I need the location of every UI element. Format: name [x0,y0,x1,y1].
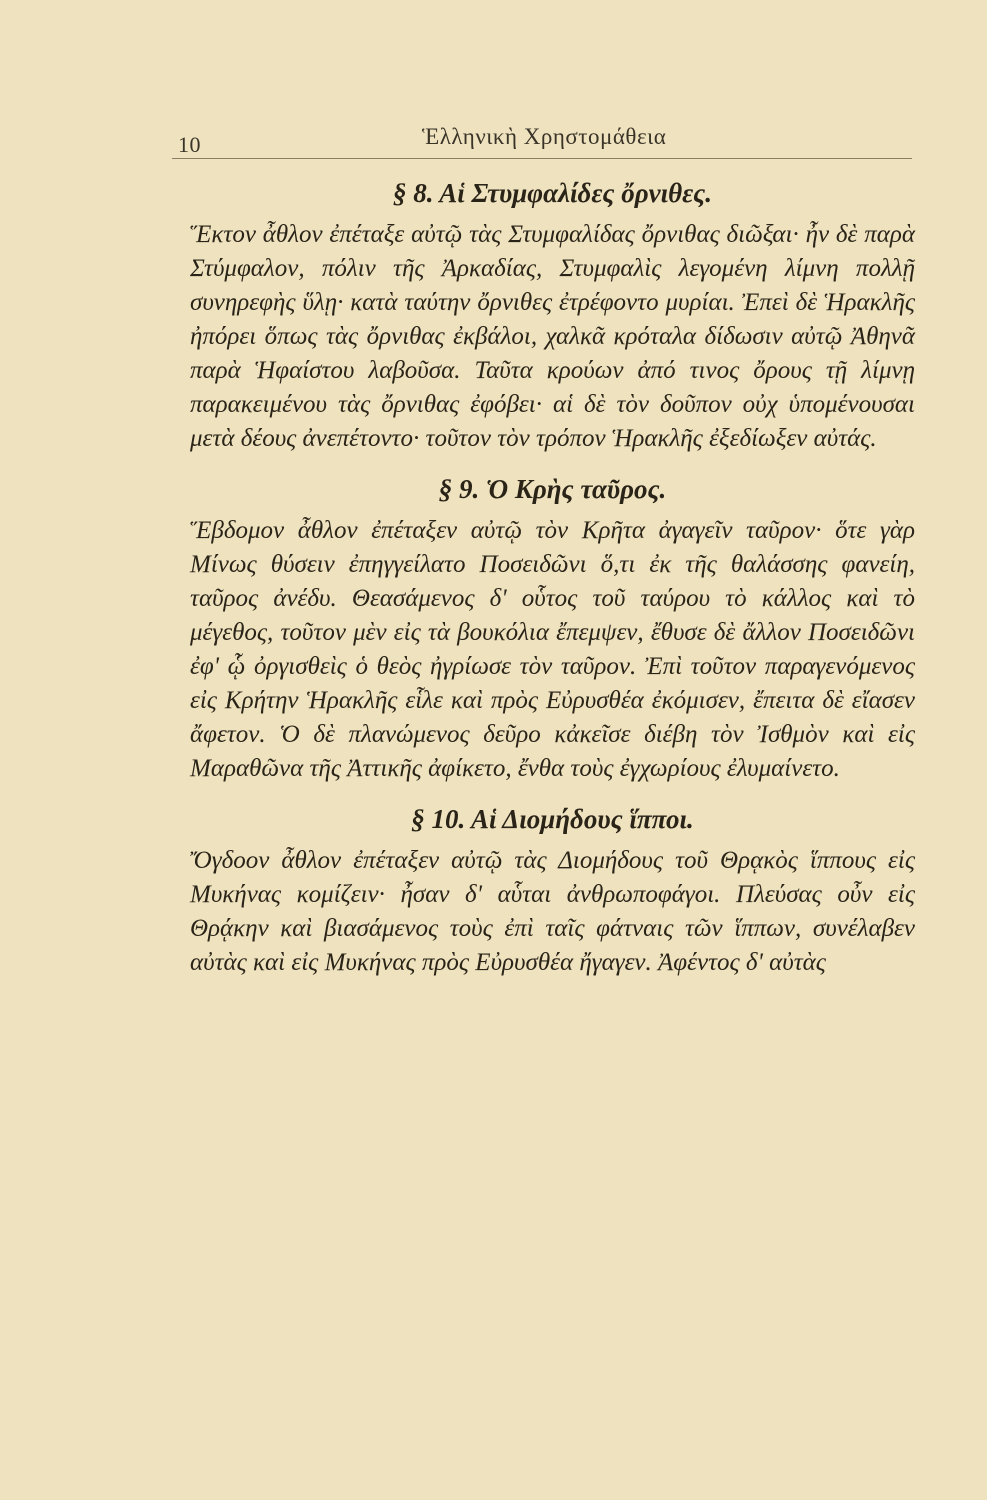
section-heading-10: § 10. Αἱ Διομήδους ἵπποι. [411,804,694,834]
section-heading-9: § 9. Ὁ Κρὴς ταῦρος. [438,474,667,504]
header-rule [172,158,912,159]
page-number: 10 [178,132,201,157]
section-text-8: Ἕκτον ἆθλον ἐπέταξε αὐτῷ τὰς Στυμφαλίδας ὄρνιθας διῶξαι· ἦν δὲ παρὰ Στύμφαλον, πόλιν τῆς Ἀρκαδίας, Στυμφαλὶς λεγομένη λίμνη πολλῇ συνηρεφὴς ὕλῃ· κατὰ ταύτην ὄρνιθες ἐτρέφοντο μυρίαι. Ἐπεὶ δὲ Ἡρακλῆς ἠπόρει ὅπως τὰς ὄρνιθας ἐκβάλοι, χαλκᾶ κρόταλα δίδωσιν αὐτῷ Ἀθηνᾶ παρὰ Ἡφαίστου λαβοῦσα. Ταῦτα κρούων ἀπό τινος ὄρους τῇ λίμνῃ παρακειμένου τὰς ὄρνιθας ἐφόβει· αἱ δὲ τὸν δοῦπον οὐχ ὑπομένουσαι μετὰ δέους ἀνεπέτοντο· τοῦτον τὸν τρόπον Ἡρακλῆς ἐξεδίωξεν αὐτάς. [190,221,915,452]
section-heading-8: § 8. Αἱ Στυμφαλίδες ὄρνιθες. [393,178,712,208]
page-body [190,170,915,980]
section-text-9: Ἕβδομον ἆθλον ἐπέταξεν αὐτῷ τὸν Κρῆτα ἀγαγεῖν ταῦρον· ὅτε γὰρ Μίνως θύσειν ἐπηγγείλατο Ποσειδῶνι ὅ,τι ἐκ τῆς θαλάσσης φανείη, ταῦρος ἀνέδυ. Θεασάμενος δ' οὗτος τοῦ ταύρου τὸ κάλλος καὶ τὸ μέγεθος, τοῦτον μὲν εἰς τὰ βουκόλια ἔπεμψεν, ἔθυσε δὲ ἄλλον Ποσειδῶνι ἐφ' ᾧ ὀργισθεὶς ὁ θεὸς ἠγρίωσε τὸν ταῦρον. Ἐπὶ τοῦτον παραγενόμενος εἰς Κρήτην Ἡρακλῆς εἷλε καὶ πρὸς Εὐρυσθέα ἐκόμισεν, ἔπειτα δὲ εἴασεν ἄφετον. Ὁ δὲ πλανώμενος δεῦρο κἀκεῖσε διέβη τὸν Ἰσθμὸν καὶ εἰς Μαραθῶνα τῆς Ἀττικῆς ἀφίκετο, ἔνθα τοὺς ἐγχωρίους ἐλυμαίνετο. [190,517,915,782]
section-text-10: Ὄγδοον ἆθλον ἐπέταξεν αὐτῷ τὰς Διομήδους τοῦ Θρᾳκὸς ἵππους εἰς Μυκήνας κομίζειν· ἦσαν δ' αὗται ἀνθρωποφάγοι. Πλεύσας οὖν εἰς Θρᾴκην καὶ βιασάμενος τοὺς ἐπὶ ταῖς φάτναις τῶν ἵππων, συνέλαβεν αὐτὰς καὶ εἰς Μυκήνας πρὸς Εὐρυσθέα ἤγαγεν. Ἀφέντος δ' αὐτὰς [190,847,915,976]
running-title: Ἑλληνικὴ Χρηστομάθεια [422,124,667,149]
